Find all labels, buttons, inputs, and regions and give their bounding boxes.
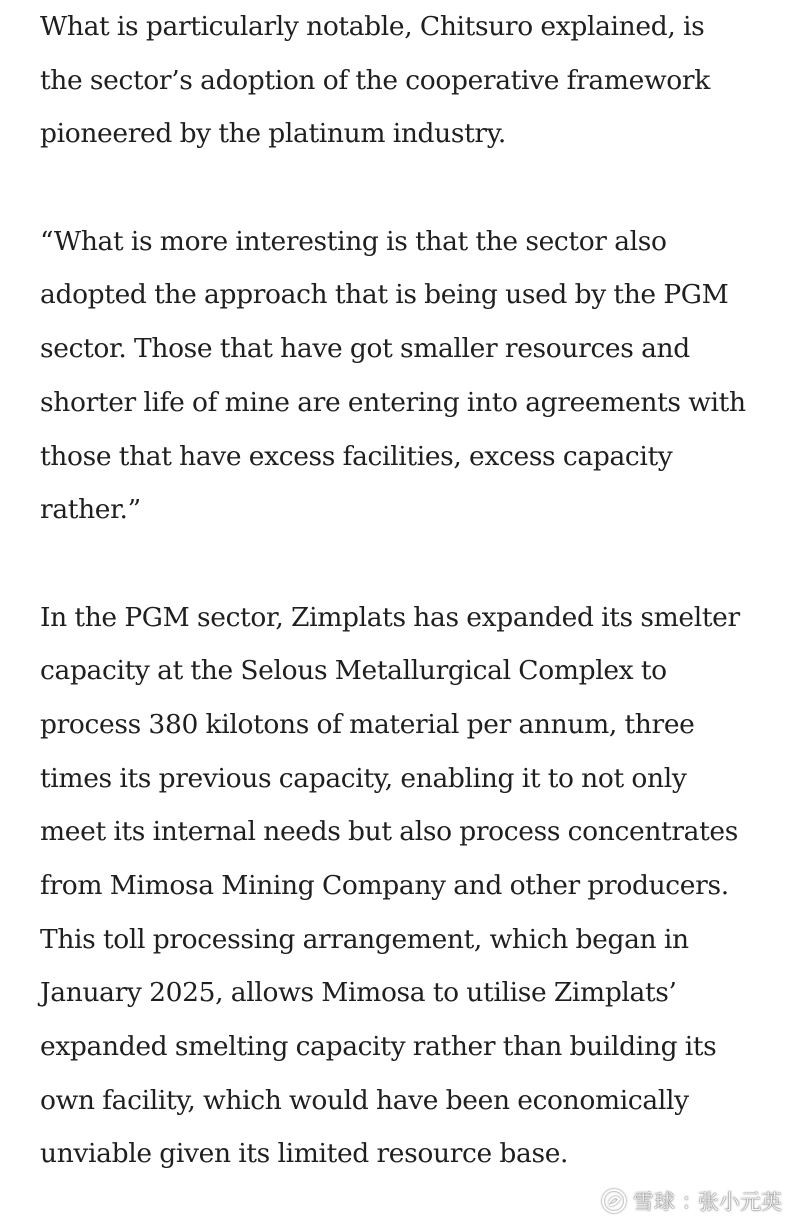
text-line: sector. Those that have got smaller resources and [40, 333, 690, 365]
text-line: “What is more interesting is that the sector also [40, 225, 667, 257]
text-line: expanded smelting capacity rather than building its [40, 1031, 717, 1063]
text-line: shorter life of mine are entering into agreements with [40, 386, 746, 418]
text-line: pioneered by the platinum industry. [40, 118, 506, 150]
text-line: those that have excess facilities, excess capacity [40, 440, 673, 472]
text-line: unviable given its limited resource base. [40, 1138, 569, 1170]
text-line: meet its internal needs but also process concentrates [40, 816, 738, 848]
text-line: What is particularly notable, Chitsuro explained, is [40, 11, 705, 42]
watermark [601, 1186, 782, 1216]
paragraph-gap [40, 161, 780, 215]
watermark-separator: : [682, 1189, 690, 1213]
paragraph-gap [40, 537, 780, 591]
text-line: January 2025, allows Mimosa to utilise Zimplats’ [40, 977, 677, 1009]
text-line: rather.” [40, 494, 141, 526]
text-line: capacity at the Selous Metallurgical Complex to [40, 655, 667, 687]
paragraph-2-quote [40, 215, 780, 537]
snowball-logo-icon [601, 1188, 627, 1214]
text-line: process 380 kilotons of material per annum, three [40, 708, 695, 740]
text-line: from Mimosa Mining Company and other producers. [40, 870, 729, 901]
article-body [40, 0, 780, 1181]
text-line: This toll processing arrangement, which began in [40, 923, 689, 955]
text-line: In the PGM sector, Zimplats has expanded its smelter [40, 601, 740, 633]
watermark-brand: 雪球 [632, 1190, 675, 1214]
text-line: own facility, which would have been economically [40, 1084, 689, 1116]
paragraph-3 [40, 591, 780, 1182]
text-line: times its previous capacity, enabling it to not only [40, 762, 687, 794]
text-line: the sector’s adoption of the cooperative framework [40, 64, 710, 96]
text-line: adopted the approach that is being used by the PGM [40, 279, 729, 311]
paragraph-1 [40, 0, 780, 161]
watermark-author: 张小元英 [698, 1190, 782, 1214]
